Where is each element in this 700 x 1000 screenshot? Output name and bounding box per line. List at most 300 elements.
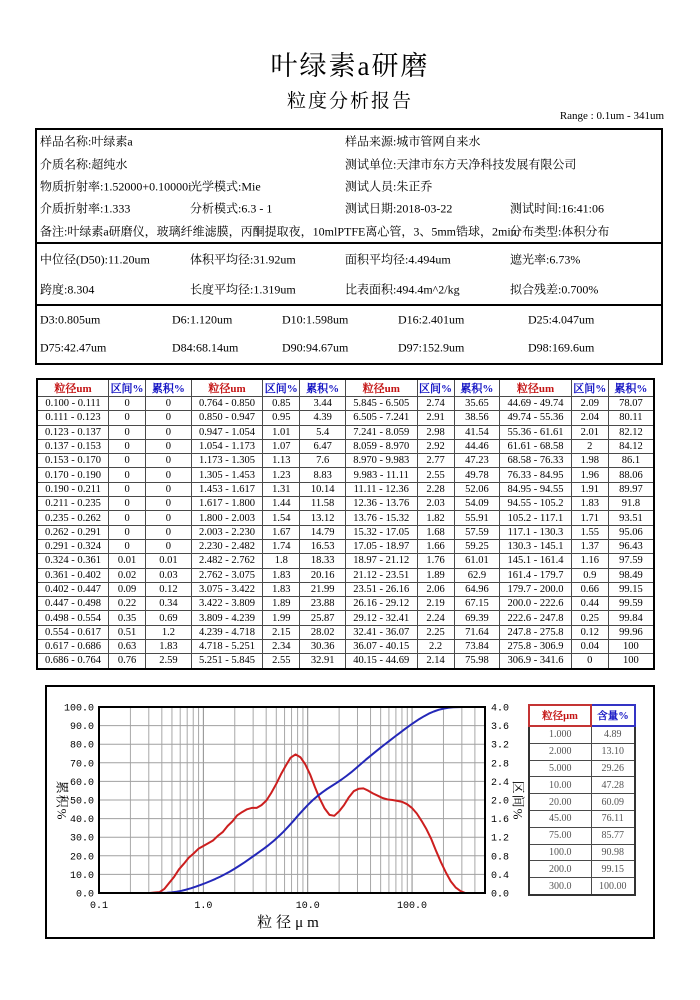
info-row bbox=[37, 197, 661, 219]
table-cell: 0.51 bbox=[109, 625, 146, 639]
table-cell: 8.83 bbox=[300, 468, 346, 482]
range-label: Range : 0.1um - 341um bbox=[559, 110, 664, 122]
table-cell: 13.76 - 15.32 bbox=[345, 511, 417, 525]
table-cell: 2.482 - 2.762 bbox=[191, 554, 263, 568]
info-field: D25:4.047um bbox=[528, 312, 595, 327]
info-field: D90:94.67um bbox=[282, 340, 349, 355]
side-table-row bbox=[529, 878, 635, 895]
col-header-interval: 区间% bbox=[109, 379, 146, 397]
table-cell: 61.01 bbox=[454, 554, 500, 568]
table-cell: 0 bbox=[146, 397, 192, 411]
table-row bbox=[37, 511, 654, 525]
col-header-cumulative: 累积% bbox=[146, 379, 192, 397]
side-table-row bbox=[529, 726, 635, 743]
table-row bbox=[37, 425, 654, 439]
distribution-table bbox=[36, 378, 655, 670]
info-section bbox=[37, 242, 661, 304]
table-cell: 29.12 - 32.41 bbox=[345, 611, 417, 625]
table-cell: 0.111 - 0.123 bbox=[37, 411, 109, 425]
svg-text:100.0: 100.0 bbox=[63, 703, 94, 715]
table-cell: 82.12 bbox=[608, 425, 654, 439]
table-cell: 5.251 - 5.845 bbox=[191, 654, 263, 669]
table-cell: 0.22 bbox=[109, 597, 146, 611]
table-cell: 0.12 bbox=[146, 582, 192, 596]
table-cell: 0.01 bbox=[146, 554, 192, 568]
side-table-cell: 45.00 bbox=[529, 810, 591, 827]
info-field: 测试单位:天津市东方天净科技发展有限公司 bbox=[345, 157, 577, 172]
table-cell: 1.31 bbox=[263, 482, 300, 496]
table-cell: 2.01 bbox=[571, 425, 608, 439]
table-cell: 1.83 bbox=[263, 582, 300, 596]
table-cell: 9.983 - 11.11 bbox=[345, 468, 417, 482]
side-table-header-row bbox=[529, 705, 635, 726]
table-cell: 1.55 bbox=[571, 525, 608, 539]
side-table-cell: 300.0 bbox=[529, 878, 591, 895]
side-table-cell: 100.0 bbox=[529, 844, 591, 861]
table-cell: 11.11 - 12.36 bbox=[345, 482, 417, 496]
svg-text:1.0: 1.0 bbox=[194, 901, 213, 912]
svg-text:20.0: 20.0 bbox=[69, 852, 94, 864]
table-cell: 0.137 - 0.153 bbox=[37, 439, 109, 453]
table-cell: 4.718 - 5.251 bbox=[191, 640, 263, 654]
table-row bbox=[37, 568, 654, 582]
table-cell: 3.809 - 4.239 bbox=[191, 611, 263, 625]
table-cell: 6.47 bbox=[300, 439, 346, 453]
table-cell: 86.1 bbox=[608, 454, 654, 468]
table-cell: 12.36 - 13.76 bbox=[345, 497, 417, 511]
side-table-cell: 5.000 bbox=[529, 760, 591, 777]
info-row bbox=[37, 244, 661, 274]
table-cell: 18.33 bbox=[300, 554, 346, 568]
table-cell: 13.12 bbox=[300, 511, 346, 525]
table-row bbox=[37, 468, 654, 482]
table-cell: 20.16 bbox=[300, 568, 346, 582]
side-table-row bbox=[529, 760, 635, 777]
col-header-size: 粒径um bbox=[191, 379, 263, 397]
side-table-cell: 85.77 bbox=[591, 827, 635, 844]
table-cell: 54.09 bbox=[454, 497, 500, 511]
sample-info-panel bbox=[35, 128, 663, 365]
side-table-cell: 13.10 bbox=[591, 743, 635, 760]
side-table-cell: 10.00 bbox=[529, 777, 591, 794]
table-cell: 1.66 bbox=[417, 539, 454, 553]
table-cell: 23.51 - 26.16 bbox=[345, 582, 417, 596]
side-table-row bbox=[529, 777, 635, 794]
table-cell: 0.170 - 0.190 bbox=[37, 468, 109, 482]
table-cell: 1.67 bbox=[263, 525, 300, 539]
table-cell: 0.361 - 0.402 bbox=[37, 568, 109, 582]
side-table-cell: 4.89 bbox=[591, 726, 635, 743]
info-field: 测试日期:2018-03-22 bbox=[345, 201, 453, 216]
table-cell: 1.16 bbox=[571, 554, 608, 568]
table-cell: 7.6 bbox=[300, 454, 346, 468]
table-cell: 0.764 - 0.850 bbox=[191, 397, 263, 411]
table-cell: 0 bbox=[109, 497, 146, 511]
table-cell: 32.91 bbox=[300, 654, 346, 669]
info-field: D6:1.120um bbox=[172, 312, 233, 327]
table-cell: 2.98 bbox=[417, 425, 454, 439]
table-cell: 1.83 bbox=[146, 640, 192, 654]
table-cell: 14.79 bbox=[300, 525, 346, 539]
side-table-row bbox=[529, 743, 635, 760]
table-cell: 161.4 - 179.7 bbox=[500, 568, 572, 582]
info-field: 介质名称:超纯水 bbox=[40, 157, 128, 172]
table-row bbox=[37, 597, 654, 611]
side-table-row bbox=[529, 861, 635, 878]
info-field: 备注:叶绿素a研磨仪，玻璃纤维滤膜，丙酮提取夜，10mlPTFE离心管，3、5mm锆球，2min bbox=[40, 224, 517, 239]
col-header-interval: 区间% bbox=[571, 379, 608, 397]
table-cell: 1.89 bbox=[263, 597, 300, 611]
table-cell: 84.95 - 94.55 bbox=[500, 482, 572, 496]
x-axis-title: 粒径μm bbox=[257, 915, 323, 931]
side-table-cell: 60.09 bbox=[591, 794, 635, 811]
table-cell: 76.33 - 84.95 bbox=[500, 468, 572, 482]
table-cell: 0.76 bbox=[109, 654, 146, 669]
table-cell: 52.06 bbox=[454, 482, 500, 496]
table-cell: 21.12 - 23.51 bbox=[345, 568, 417, 582]
side-table-row bbox=[529, 794, 635, 811]
table-cell: 1.76 bbox=[417, 554, 454, 568]
table-cell: 0.850 - 0.947 bbox=[191, 411, 263, 425]
table-cell: 84.12 bbox=[608, 439, 654, 453]
table-cell: 96.43 bbox=[608, 539, 654, 553]
svg-text:1.6: 1.6 bbox=[491, 815, 510, 827]
table-cell: 0.498 - 0.554 bbox=[37, 611, 109, 625]
table-cell: 0.617 - 0.686 bbox=[37, 640, 109, 654]
table-cell: 247.8 - 275.8 bbox=[500, 625, 572, 639]
svg-text:0.0: 0.0 bbox=[491, 889, 510, 901]
table-cell: 1.617 - 1.800 bbox=[191, 497, 263, 511]
info-field: 面积平均径:4.494um bbox=[345, 252, 451, 267]
side-table-cell: 100.00 bbox=[591, 878, 635, 895]
table-cell: 2.15 bbox=[263, 625, 300, 639]
table-row bbox=[37, 439, 654, 453]
table-row bbox=[37, 640, 654, 654]
table-cell: 130.3 - 145.1 bbox=[500, 539, 572, 553]
side-table-cell: 1.000 bbox=[529, 726, 591, 743]
table-cell: 17.05 - 18.97 bbox=[345, 539, 417, 553]
page-subtitle: 粒度分析报告 bbox=[286, 91, 413, 112]
info-row bbox=[37, 306, 661, 334]
side-table-cell: 20.00 bbox=[529, 794, 591, 811]
info-row bbox=[37, 274, 661, 304]
table-cell: 62.9 bbox=[454, 568, 500, 582]
table-cell: 1.54 bbox=[263, 511, 300, 525]
info-field: 中位径(D50):11.20um bbox=[40, 252, 150, 267]
table-cell: 73.84 bbox=[454, 640, 500, 654]
info-section bbox=[37, 130, 661, 242]
table-cell: 95.06 bbox=[608, 525, 654, 539]
table-cell: 3.44 bbox=[300, 397, 346, 411]
table-cell: 47.23 bbox=[454, 454, 500, 468]
info-field: 样品来源:城市管网自来水 bbox=[345, 134, 481, 149]
table-cell: 1.91 bbox=[571, 482, 608, 496]
info-field: 测试人员:朱正乔 bbox=[345, 179, 433, 194]
side-table-cell: 76.11 bbox=[591, 810, 635, 827]
table-cell: 59.25 bbox=[454, 539, 500, 553]
table-cell: 2.25 bbox=[417, 625, 454, 639]
table-cell: 97.59 bbox=[608, 554, 654, 568]
table-cell: 2.003 - 2.230 bbox=[191, 525, 263, 539]
table-cell: 145.1 - 161.4 bbox=[500, 554, 572, 568]
info-row bbox=[37, 152, 661, 174]
table-cell: 2.92 bbox=[417, 439, 454, 453]
table-cell: 1.23 bbox=[263, 468, 300, 482]
svg-text:0.8: 0.8 bbox=[491, 852, 510, 864]
table-cell: 2.2 bbox=[417, 640, 454, 654]
table-row bbox=[37, 525, 654, 539]
table-cell: 32.41 - 36.07 bbox=[345, 625, 417, 639]
table-cell: 0.34 bbox=[146, 597, 192, 611]
info-field: D98:169.6um bbox=[528, 340, 595, 355]
table-cell: 2.06 bbox=[417, 582, 454, 596]
table-cell: 1.054 - 1.173 bbox=[191, 439, 263, 453]
table-cell: 1.07 bbox=[263, 439, 300, 453]
svg-text:10.0: 10.0 bbox=[69, 870, 94, 882]
table-cell: 0 bbox=[146, 525, 192, 539]
svg-text:3.6: 3.6 bbox=[491, 722, 510, 734]
table-cell: 80.11 bbox=[608, 411, 654, 425]
svg-text:0.1: 0.1 bbox=[89, 901, 109, 912]
table-cell: 0.100 - 0.111 bbox=[37, 397, 109, 411]
table-cell: 105.2 - 117.1 bbox=[500, 511, 572, 525]
table-cell: 69.39 bbox=[454, 611, 500, 625]
table-cell: 18.97 - 21.12 bbox=[345, 554, 417, 568]
table-cell: 0.02 bbox=[109, 568, 146, 582]
table-cell: 1.68 bbox=[417, 525, 454, 539]
table-cell: 0 bbox=[146, 468, 192, 482]
table-cell: 0 bbox=[109, 468, 146, 482]
table-cell: 1.71 bbox=[571, 511, 608, 525]
table-cell: 15.32 - 17.05 bbox=[345, 525, 417, 539]
info-field: 拟合残差:0.700% bbox=[510, 282, 599, 297]
table-cell: 200.0 - 222.6 bbox=[500, 597, 572, 611]
table-cell: 0.291 - 0.324 bbox=[37, 539, 109, 553]
table-cell: 1.83 bbox=[263, 568, 300, 582]
table-cell: 0 bbox=[109, 454, 146, 468]
info-field: 比表面积:494.4m^2/kg bbox=[345, 282, 460, 297]
svg-text:3.2: 3.2 bbox=[491, 740, 510, 752]
table-cell: 0.66 bbox=[571, 582, 608, 596]
table-cell: 100 bbox=[608, 640, 654, 654]
table-cell: 99.84 bbox=[608, 611, 654, 625]
table-row bbox=[37, 554, 654, 568]
table-cell: 2.230 - 2.482 bbox=[191, 539, 263, 553]
table-cell: 2.77 bbox=[417, 454, 454, 468]
table-cell: 2.09 bbox=[571, 397, 608, 411]
table-header-row bbox=[37, 379, 654, 397]
table-cell: 2.34 bbox=[263, 640, 300, 654]
svg-text:70.0: 70.0 bbox=[69, 759, 94, 771]
table-cell: 4.39 bbox=[300, 411, 346, 425]
side-table-cell: 75.00 bbox=[529, 827, 591, 844]
table-cell: 0 bbox=[146, 411, 192, 425]
table-cell: 0.69 bbox=[146, 611, 192, 625]
table-cell: 98.49 bbox=[608, 568, 654, 582]
table-cell: 0 bbox=[109, 397, 146, 411]
col-header-cumulative: 累积% bbox=[300, 379, 346, 397]
table-cell: 1.83 bbox=[571, 497, 608, 511]
table-cell: 0.153 - 0.170 bbox=[37, 454, 109, 468]
page-title: 叶绿素a研磨 bbox=[270, 51, 430, 81]
side-table-row bbox=[529, 810, 635, 827]
side-table-cell: 99.15 bbox=[591, 861, 635, 878]
svg-text:4.0: 4.0 bbox=[491, 703, 510, 715]
table-cell: 75.98 bbox=[454, 654, 500, 669]
table-row bbox=[37, 482, 654, 496]
table-cell: 0.09 bbox=[109, 582, 146, 596]
svg-text:2.4: 2.4 bbox=[491, 777, 510, 789]
table-cell: 275.8 - 306.9 bbox=[500, 640, 572, 654]
table-cell: 0.686 - 0.764 bbox=[37, 654, 109, 669]
table-cell: 1.82 bbox=[417, 511, 454, 525]
table-cell: 0.12 bbox=[571, 625, 608, 639]
info-field: D84:68.14um bbox=[172, 340, 239, 355]
table-cell: 306.9 - 341.6 bbox=[500, 654, 572, 669]
right-axis-title: 区间% bbox=[510, 780, 526, 821]
table-cell: 0.95 bbox=[263, 411, 300, 425]
table-cell: 0 bbox=[571, 654, 608, 669]
table-cell: 2 bbox=[571, 439, 608, 453]
info-field: 分布类型:体积分布 bbox=[510, 224, 610, 239]
table-cell: 1.2 bbox=[146, 625, 192, 639]
table-cell: 222.6 - 247.8 bbox=[500, 611, 572, 625]
info-row bbox=[37, 220, 661, 242]
side-table-row bbox=[529, 827, 635, 844]
table-cell: 2.03 bbox=[417, 497, 454, 511]
info-field: D3:0.805um bbox=[40, 312, 101, 327]
svg-text:50.0: 50.0 bbox=[69, 796, 94, 808]
info-row bbox=[37, 130, 661, 152]
table-cell: 100 bbox=[608, 654, 654, 669]
table-cell: 1.37 bbox=[571, 539, 608, 553]
table-cell: 1.89 bbox=[417, 568, 454, 582]
info-field: 分析模式:6.3 - 1 bbox=[190, 201, 273, 216]
table-cell: 16.53 bbox=[300, 539, 346, 553]
table-cell: 0 bbox=[109, 411, 146, 425]
table-cell: 0.262 - 0.291 bbox=[37, 525, 109, 539]
svg-text:30.0: 30.0 bbox=[69, 833, 94, 845]
table-cell: 88.06 bbox=[608, 468, 654, 482]
table-cell: 41.54 bbox=[454, 425, 500, 439]
table-cell: 2.04 bbox=[571, 411, 608, 425]
table-cell: 0 bbox=[109, 439, 146, 453]
table-cell: 0.63 bbox=[109, 640, 146, 654]
table-cell: 64.96 bbox=[454, 582, 500, 596]
table-cell: 2.24 bbox=[417, 611, 454, 625]
info-field: D97:152.9um bbox=[398, 340, 465, 355]
table-cell: 2.91 bbox=[417, 411, 454, 425]
side-table-cell: 47.28 bbox=[591, 777, 635, 794]
table-cell: 0.190 - 0.211 bbox=[37, 482, 109, 496]
table-cell: 3.075 - 3.422 bbox=[191, 582, 263, 596]
table-cell: 78.07 bbox=[608, 397, 654, 411]
table-cell: 2.28 bbox=[417, 482, 454, 496]
info-field: 物质折射率:1.52000+0.10000i bbox=[40, 179, 192, 194]
table-cell: 0.947 - 1.054 bbox=[191, 425, 263, 439]
table-cell: 0 bbox=[146, 497, 192, 511]
table-row bbox=[37, 582, 654, 596]
table-cell: 1.74 bbox=[263, 539, 300, 553]
table-cell: 179.7 - 200.0 bbox=[500, 582, 572, 596]
svg-text:100.0: 100.0 bbox=[397, 901, 428, 912]
table-cell: 36.07 - 40.15 bbox=[345, 640, 417, 654]
info-field: D10:1.598um bbox=[282, 312, 349, 327]
table-cell: 99.59 bbox=[608, 597, 654, 611]
table-cell: 0 bbox=[146, 539, 192, 553]
info-field: 跨度:8.304 bbox=[40, 282, 95, 297]
table-cell: 0 bbox=[109, 511, 146, 525]
table-cell: 0.324 - 0.361 bbox=[37, 554, 109, 568]
table-cell: 5.845 - 6.505 bbox=[345, 397, 417, 411]
svg-text:40.0: 40.0 bbox=[69, 815, 94, 827]
table-cell: 0.35 bbox=[109, 611, 146, 625]
col-header-cumulative: 累积% bbox=[454, 379, 500, 397]
table-cell: 0.211 - 0.235 bbox=[37, 497, 109, 511]
table-cell: 2.74 bbox=[417, 397, 454, 411]
table-cell: 71.64 bbox=[454, 625, 500, 639]
col-header-interval: 区间% bbox=[417, 379, 454, 397]
table-cell: 0 bbox=[109, 482, 146, 496]
table-cell: 0.123 - 0.137 bbox=[37, 425, 109, 439]
info-field: D75:42.47um bbox=[40, 340, 107, 355]
table-cell: 38.56 bbox=[454, 411, 500, 425]
col-header-cumulative: 累积% bbox=[608, 379, 654, 397]
table-cell: 0.25 bbox=[571, 611, 608, 625]
table-row bbox=[37, 397, 654, 411]
table-cell: 99.96 bbox=[608, 625, 654, 639]
table-cell: 23.88 bbox=[300, 597, 346, 611]
table-cell: 0.235 - 0.262 bbox=[37, 511, 109, 525]
table-cell: 0 bbox=[146, 454, 192, 468]
table-cell: 55.91 bbox=[454, 511, 500, 525]
table-cell: 0.9 bbox=[571, 568, 608, 582]
table-cell: 49.74 - 55.36 bbox=[500, 411, 572, 425]
table-row bbox=[37, 611, 654, 625]
table-cell: 1.98 bbox=[571, 454, 608, 468]
table-cell: 8.059 - 8.970 bbox=[345, 439, 417, 453]
table-cell: 67.15 bbox=[454, 597, 500, 611]
svg-text:60.0: 60.0 bbox=[69, 777, 94, 789]
table-cell: 44.46 bbox=[454, 439, 500, 453]
side-col-size: 粒径μm bbox=[529, 705, 591, 726]
table-cell: 1.453 - 1.617 bbox=[191, 482, 263, 496]
table-cell: 1.96 bbox=[571, 468, 608, 482]
info-field: D16:2.401um bbox=[398, 312, 465, 327]
table-cell: 89.97 bbox=[608, 482, 654, 496]
table-cell: 25.87 bbox=[300, 611, 346, 625]
table-cell: 6.505 - 7.241 bbox=[345, 411, 417, 425]
table-cell: 0 bbox=[146, 425, 192, 439]
table-cell: 0.04 bbox=[571, 640, 608, 654]
table-cell: 10.14 bbox=[300, 482, 346, 496]
table-cell: 2.55 bbox=[263, 654, 300, 669]
table-cell: 2.59 bbox=[146, 654, 192, 669]
info-field: 光学模式:Mie bbox=[190, 179, 261, 194]
table-cell: 1.305 - 1.453 bbox=[191, 468, 263, 482]
table-cell: 0 bbox=[146, 511, 192, 525]
table-cell: 94.55 - 105.2 bbox=[500, 497, 572, 511]
table-cell: 1.173 - 1.305 bbox=[191, 454, 263, 468]
table-cell: 2.14 bbox=[417, 654, 454, 669]
table-cell: 11.58 bbox=[300, 497, 346, 511]
table-cell: 5.4 bbox=[300, 425, 346, 439]
side-table-row bbox=[529, 844, 635, 861]
table-cell: 117.1 - 130.3 bbox=[500, 525, 572, 539]
table-cell: 0 bbox=[109, 539, 146, 553]
table-cell: 0.402 - 0.447 bbox=[37, 582, 109, 596]
info-field: 长度平均径:1.319um bbox=[190, 282, 296, 297]
